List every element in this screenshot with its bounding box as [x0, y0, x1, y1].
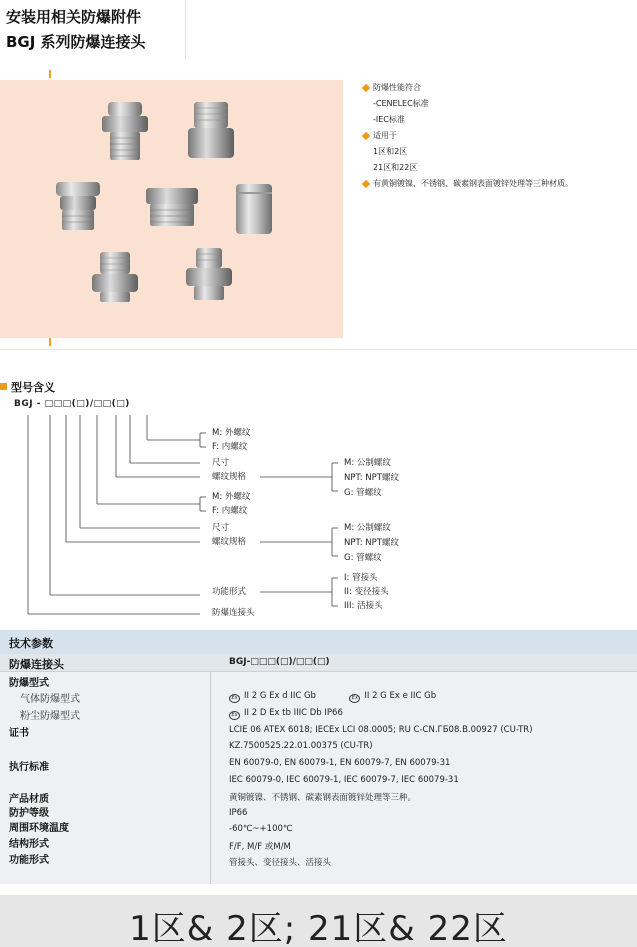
spec-value-cert-1: LCIE 06 ATEX 6018; IECEx LCI 08.0005; RU C-CN.ГБ08.B.00927 (CU-TR): [229, 725, 533, 735]
spec-value-cert-2: KZ.7500525.22.01.00375 (CU-TR): [229, 741, 373, 751]
feature-item: 1区和2区: [373, 147, 408, 156]
label-size: 尺寸: [212, 458, 230, 468]
label-m-outer: M: 外螺纹: [212, 428, 251, 438]
spec-label-gas: 气体防爆型式: [20, 694, 80, 705]
zone-banner: [0, 895, 637, 947]
spec-value-dust: Ex II 2 D Ex tb IIIC Db IP66: [229, 708, 343, 720]
ex-mark-icon: Ex: [229, 694, 240, 703]
fitting-4: [146, 188, 198, 226]
label-npt-thread: NPT: NPT螺纹: [344, 538, 399, 548]
label-f-inner: F: 内螺纹: [212, 506, 248, 516]
fitting-5: [236, 184, 272, 234]
title-box: [0, 0, 186, 58]
spec-label-exproof: 防爆型式: [9, 678, 49, 689]
diamond-bullet-icon: [362, 84, 370, 92]
spec-value-product: BGJ-□□□(□)/□□(□): [229, 657, 330, 667]
spec-label-protection: 防护等级: [9, 808, 49, 819]
label-pipe-thread: G: 管螺纹: [344, 488, 382, 498]
spec-value-protection: IP66: [229, 808, 248, 818]
label-func-ii: II: 变径接头: [344, 587, 389, 597]
diamond-bullet-icon: [362, 180, 370, 188]
label-thread-spec: 螺纹规格: [212, 472, 247, 482]
page-title: 安装用相关防爆附件: [6, 8, 142, 26]
divider: [0, 349, 637, 350]
spec-value-structure: F/F, M/F 或M/M: [229, 842, 291, 852]
label-func-i: I: 管接头: [344, 573, 378, 583]
zone-banner-text: 1区& 2区; 21区& 22区: [129, 909, 508, 947]
ex-mark-icon: Ex: [229, 711, 240, 720]
page-subtitle: BGJ 系列防爆连接头: [6, 33, 146, 51]
spec-value-material: 黄铜镀镍、不锈钢、碳素钢表面镀锌处理等三种。: [229, 793, 417, 803]
label-size: 尺寸: [212, 523, 230, 533]
accent-tick: [49, 338, 51, 346]
product-photo-panel: [0, 80, 343, 338]
spec-label-structure: 结构形式: [9, 839, 49, 850]
label-func-iii: III: 活接头: [344, 601, 383, 611]
fitting-1: [102, 102, 148, 160]
ex-mark-icon: Ex: [349, 694, 360, 703]
feature-item: 21区和22区: [373, 163, 418, 172]
square-bullet-icon: [0, 383, 7, 390]
spec-label-material: 产品材质: [9, 794, 49, 805]
column-divider: [210, 672, 211, 884]
accent-tick: [49, 70, 51, 78]
label-function-form: 功能形式: [212, 587, 247, 597]
fitting-3: [56, 182, 100, 230]
features-list: [362, 80, 632, 192]
label-metric-thread: M: 公制螺纹: [344, 458, 391, 468]
section-title-model: 型号含义: [0, 379, 55, 395]
model-diagram-lines: [0, 395, 637, 625]
label-npt-thread: NPT: NPT螺纹: [344, 473, 399, 483]
fitting-7: [186, 248, 232, 300]
spec-header: 技术参数: [0, 630, 637, 654]
spec-label-dust: 粉尘防爆型式: [20, 711, 80, 722]
label-pipe-thread: G: 管螺纹: [344, 553, 382, 563]
label-metric-thread: M: 公制螺纹: [344, 523, 391, 533]
spec-label-function: 功能形式: [9, 855, 49, 866]
fitting-6: [92, 252, 138, 302]
label-thread-spec: 螺纹规格: [212, 537, 247, 547]
spec-value-function: 管接头、变径接头、活接头: [229, 858, 332, 868]
feature-item: -IEC标准: [373, 115, 405, 124]
spec-value-standard-2: IEC 60079-0, IEC 60079-1, IEC 60079-7, IEC 60079-31: [229, 775, 459, 785]
spec-label-cert: 证书: [9, 728, 29, 739]
label-f-inner: F: 内螺纹: [212, 442, 248, 452]
label-explosion-connector: 防爆连接头: [212, 608, 255, 618]
spec-label-standard: 执行标准: [9, 762, 49, 773]
fitting-2: [188, 102, 234, 158]
feature-item: 防爆性能符合: [362, 80, 632, 96]
feature-item: 有黄铜镀镍、不锈钢、碳素钢表面镀锌处理等三种材质。: [362, 176, 632, 192]
spec-label-temp: 周围环境温度: [9, 823, 69, 834]
label-m-outer: M: 外螺纹: [212, 492, 251, 502]
diamond-bullet-icon: [362, 132, 370, 140]
product-photo: [0, 80, 343, 338]
spec-value-temp: -60℃~+100℃: [229, 824, 293, 834]
spec-table: [0, 654, 637, 884]
spec-value-standard-1: EN 60079-0, EN 60079-1, EN 60079-7, EN 60079-31: [229, 758, 451, 768]
spec-value-gas: Ex II 2 G Ex d IIC Gb Ex II 2 G Ex e IIC Gb: [229, 691, 436, 703]
feature-item: -CENELEC标准: [373, 99, 429, 108]
feature-item: 适用于: [362, 128, 632, 144]
spec-label-product: 防爆连接头: [9, 658, 64, 671]
model-code: BGJ - □□□(□)/□□(□): [14, 399, 130, 409]
